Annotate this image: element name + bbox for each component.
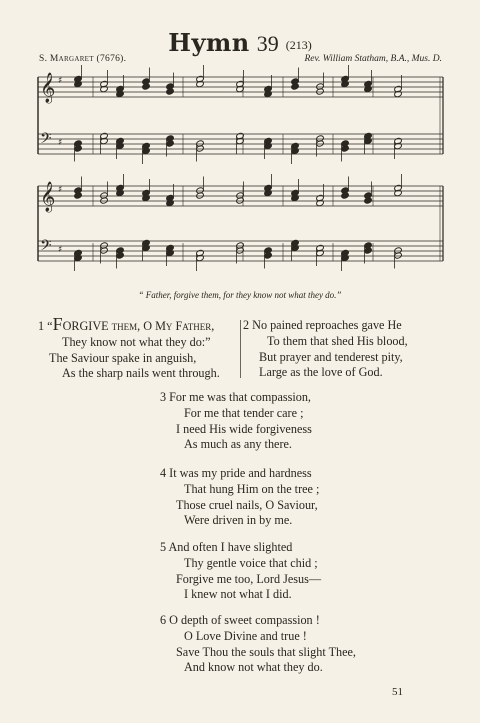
key-signature: ♯	[58, 185, 63, 195]
verse-line: That hung Him on the tree ;	[184, 481, 320, 496]
verse-line-text: No pained reproaches gave He	[252, 318, 402, 332]
verse-number: 4	[160, 466, 167, 480]
music-score	[0, 0, 480, 290]
clef: 𝄞	[40, 182, 56, 212]
verse-line: They know not what they do:”	[62, 334, 211, 349]
verse-5	[160, 540, 321, 603]
verse-line: Large as the love of God.	[259, 365, 383, 380]
verse-line: I knew not what I did.	[184, 587, 292, 602]
verse-line: But prayer and tenderest pity,	[259, 349, 403, 364]
verse-line	[160, 390, 312, 406]
verse-6	[160, 613, 356, 676]
key-signature: ♯	[58, 76, 63, 86]
column-divider	[240, 320, 241, 378]
verse-1	[38, 314, 220, 382]
hymn-alt-number: (213)	[285, 38, 312, 52]
verse-line: For me that tender care ;	[184, 405, 304, 420]
verse-line: Thy gentle voice that chid ;	[184, 555, 318, 570]
composer-credit: Rev. William Statham, B.A., Mus. D.	[304, 54, 442, 64]
verse-line	[160, 540, 321, 556]
verse-4	[160, 466, 319, 529]
hymn-caption: “ Father, forgive them, for they know not what they do.”	[138, 290, 342, 300]
verse-line	[160, 466, 319, 482]
tune-name: S. Margaret (7676).	[39, 54, 127, 64]
verse-line-text: O depth of sweet compassion !	[169, 613, 320, 627]
verse-line	[38, 314, 220, 335]
drop-cap: F	[52, 314, 63, 334]
hymn-number: 39	[256, 31, 279, 56]
verse-line-text: It was my pride and hardness	[169, 466, 312, 480]
verse-2	[243, 318, 408, 381]
verse-line-text: For me was that compassion,	[169, 390, 311, 404]
verse-number: 1	[38, 319, 45, 333]
verse-line: O Love Divine and true !	[184, 628, 307, 643]
verse-first-line: ORGIVE them, O My Father,	[62, 319, 215, 333]
key-signature: ♯	[58, 138, 63, 148]
verse-line: Forgive me too, Lord Jesus—	[176, 571, 322, 586]
verse-line: The Saviour spake in anguish,	[49, 350, 197, 365]
verse-line: And know not what they do.	[184, 660, 323, 675]
verse-line: Save Thou the souls that slight Thee,	[176, 644, 356, 659]
verse-number: 5	[160, 540, 167, 554]
key-signature: ♯	[58, 245, 63, 255]
clef: 𝄢	[40, 130, 52, 151]
verse-line	[160, 613, 356, 629]
verse-number: 3	[160, 390, 167, 404]
verse-line: I need His wide forgiveness	[176, 421, 312, 436]
verse-number: 2	[243, 318, 250, 332]
verse-line: As the sharp nails went through.	[62, 366, 220, 381]
verse-line: As much as any there.	[184, 437, 292, 452]
verse-line: Were driven in by me.	[184, 513, 293, 528]
verse-line: Those cruel nails, O Saviour,	[176, 497, 318, 512]
hymn-title-word: Hymn	[168, 28, 250, 57]
verse-line: To them that shed His blood,	[267, 333, 408, 348]
verse-line-text: And often I have slighted	[168, 540, 293, 554]
clef: 𝄞	[40, 73, 56, 103]
verse-number: 6	[160, 613, 167, 627]
page-number: 51	[392, 686, 403, 698]
verse-3	[160, 390, 312, 453]
verse-line	[243, 318, 408, 334]
clef: 𝄢	[40, 237, 52, 258]
opening-quote: “	[47, 319, 53, 333]
